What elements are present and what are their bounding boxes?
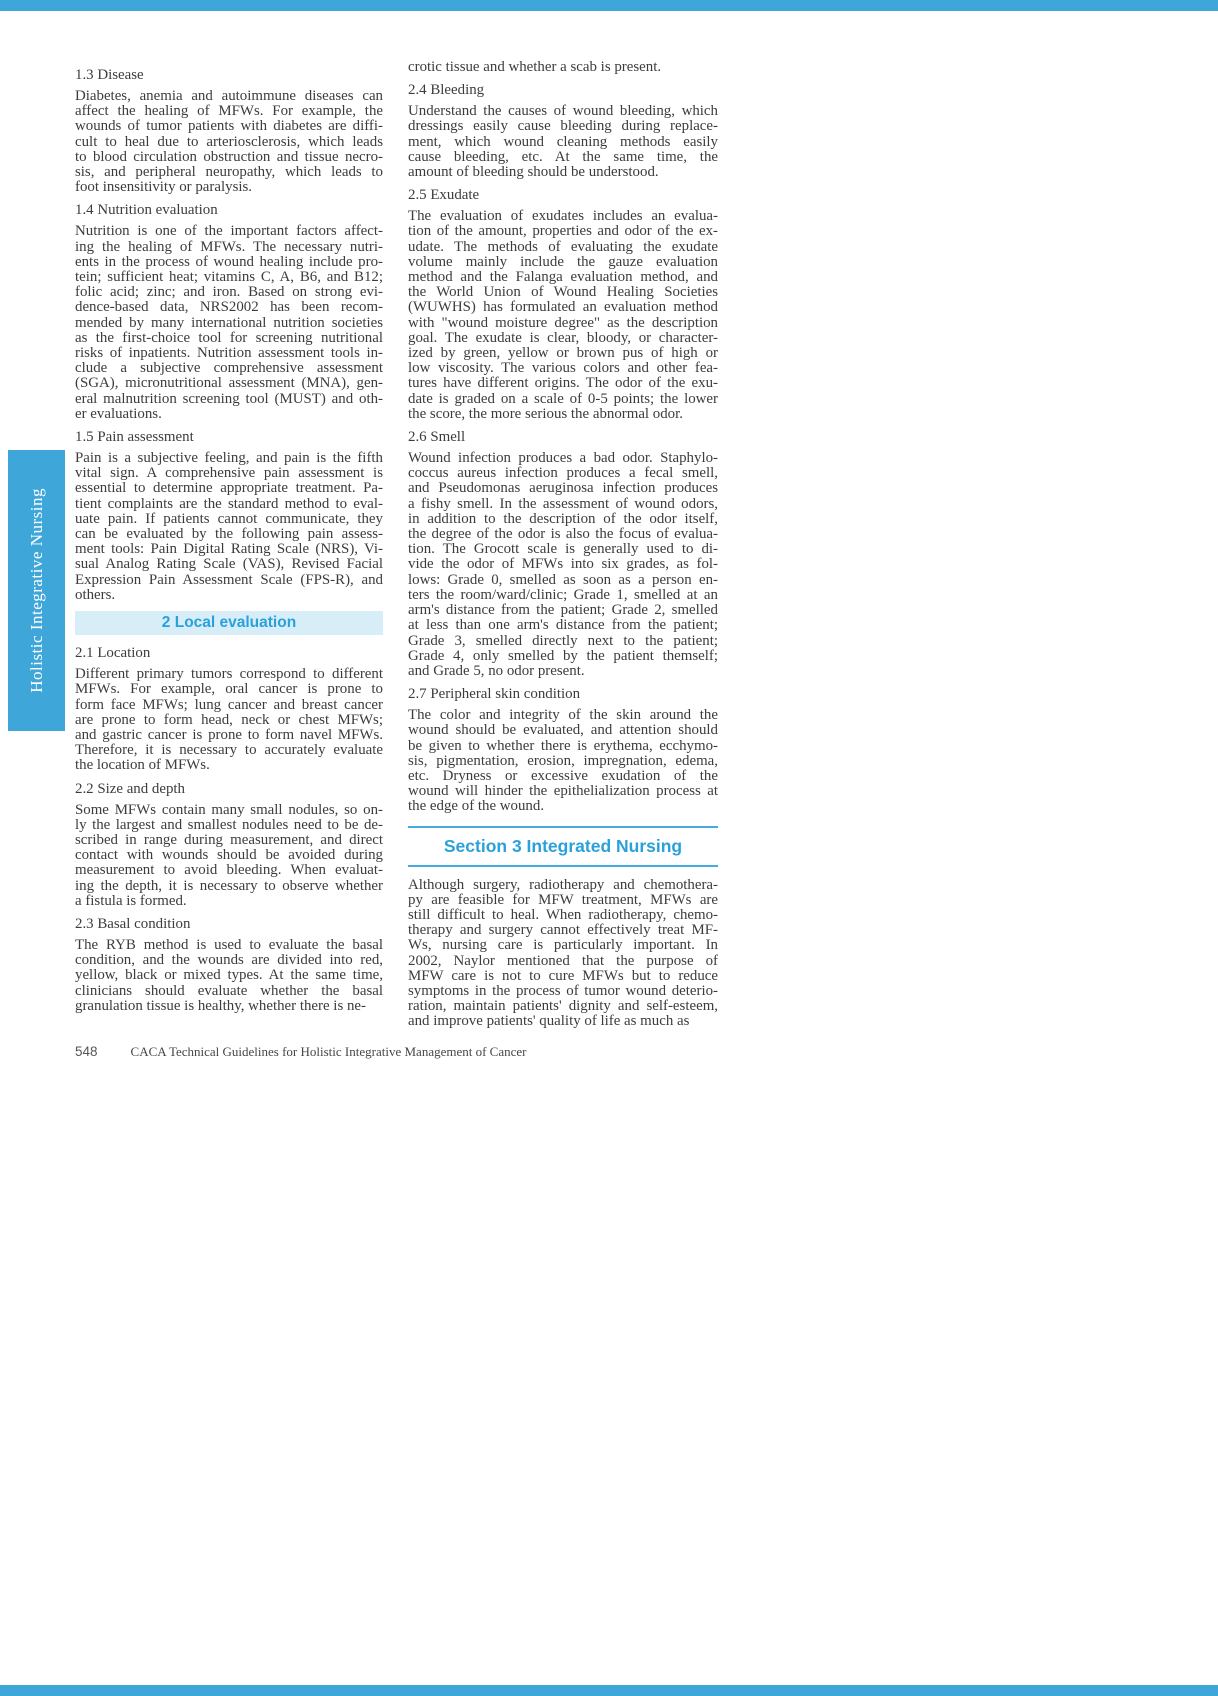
right-text-column [408, 60, 718, 1030]
text-line: can be evaluated by the following pain assess- [75, 526, 383, 543]
chapter-sidebar-tab [8, 450, 65, 731]
text-line: and gastric cancer is prone to form navel MFWs. [75, 726, 383, 743]
footer-book-title: CACA Technical Guidelines for Holistic Integrative Management of Cancer [130, 1044, 527, 1059]
text-line: Pain is a subjective feeling, and pain is the fifth [75, 450, 383, 467]
text-line: sis, pigmentation, erosion, impregnation, edema, [408, 752, 718, 769]
text-line: Different primary tumors correspond to different [75, 666, 383, 683]
text-line: tion of the amount, properties and odor of the ex- [408, 223, 718, 240]
paragraph [408, 209, 718, 422]
text-line: essential to determine appropriate treatment. Pa- [75, 480, 383, 497]
sidebar-chapter-label: Holistic Integrative Nursing [26, 488, 46, 693]
text-line: date is graded on a scale of 0-5 points; the lower [408, 390, 718, 407]
text-line: risks of inpatients. Nutrition assessment tools in- [75, 345, 383, 362]
text-line: foot insensitivity or paralysis. [75, 179, 253, 196]
text-line: sual Analog Rating Scale (VAS), Revised Facial [75, 556, 383, 573]
text-line: method and the Falanga evaluation method, and [408, 269, 718, 286]
text-line: cause bleeding, etc. At the same time, the [408, 148, 718, 165]
text-line: as the first-choice tool for screening nutritional [75, 329, 383, 346]
text-line: in addition to the description of the odor itself, [408, 510, 718, 527]
text-line: Diabetes, anemia and autoimmune diseases can [75, 88, 383, 104]
text-line: contact with wounds should be avoided during [75, 847, 383, 864]
text-line: py are feasible for MFW treatment, MFWs are [408, 891, 718, 908]
text-line: and improve patients' quality of life as much as [408, 1013, 690, 1030]
text-line: 2002, Naylor mentioned that the purpose of [408, 952, 718, 969]
major-section-heading: Section 3 Integrated Nursing [408, 826, 718, 867]
text-line: ment, which wound cleaning methods easily [408, 133, 718, 150]
text-line: ized by green, yellow or brown pus of high or [408, 345, 718, 362]
text-line: with "wound moisture degree" as the description [408, 314, 718, 331]
text-line: be given to whether there is erythema, ecchymo- [408, 737, 718, 754]
text-line: udate. The methods of evaluating the exudate [408, 238, 718, 255]
text-line: the location of MFWs. [75, 757, 210, 774]
subsection-heading: 2.6 Smell [408, 429, 466, 446]
text-line: volume mainly include the gauze evaluation [408, 253, 718, 270]
text-line: coccus aureus infection produces a fecal smell, [408, 465, 718, 482]
subsection-heading: 1.3 Disease [75, 67, 144, 83]
text-line: ment tools: Pain Digital Rating Scale (NRS), Vi- [75, 541, 383, 558]
text-line: Therefore, it is necessary to accurately evaluate [75, 742, 383, 759]
text-line: and Grade 5, no odor present. [408, 662, 585, 679]
text-line: low viscosity. The various colors and other fea- [408, 360, 718, 377]
text-line: crotic tissue and whether a scab is present. [408, 59, 662, 75]
text-line: tient complaints are the standard method to eval- [75, 495, 383, 512]
text-line: ters the room/ward/clinic; Grade 1, smelled at an [408, 586, 718, 603]
page-footer [75, 1044, 775, 1060]
text-line: Expression Pain Assessment Scale (FPS-R), and [75, 571, 383, 588]
text-line: tion. The Grocott scale is generally used to di- [408, 541, 718, 558]
paragraph [408, 708, 718, 814]
text-line: MFWs. For example, oral cancer is prone to [75, 681, 383, 698]
text-line: The RYB method is used to evaluate the basal [75, 936, 383, 953]
paragraph [75, 938, 383, 1014]
subsection-heading: 2.1 Location [75, 645, 151, 662]
subsection-heading: 1.4 Nutrition evaluation [75, 202, 218, 219]
subsection-heading: 2.4 Bleeding [408, 82, 485, 99]
subsection-heading: 1.5 Pain assessment [75, 429, 194, 446]
text-line: are prone to form head, neck or chest MFWs; [75, 711, 383, 728]
text-line: tures have different origins. The odor of the exu- [408, 375, 718, 392]
text-line: sis, and peripheral neuropathy, which leads to [75, 164, 383, 181]
text-line: the edge of the wound. [408, 798, 545, 815]
subsection-heading: 2.7 Peripheral skin condition [408, 686, 581, 703]
text-line: therapy and surgery cannot effectively treat MF- [408, 922, 718, 939]
text-line: wound should be evaluated, and attention should [408, 722, 718, 739]
text-line: Ws, nursing care is particularly important. In [408, 937, 718, 954]
text-line: to blood circulation obstruction and tissue necro- [75, 148, 383, 165]
text-line: The evaluation of exudates includes an evalua- [408, 208, 718, 225]
text-line: Grade 4, only smelled by the patient themself; [408, 647, 718, 664]
text-line: yellow, black or mixed types. At the same time, [75, 967, 383, 984]
text-line: Nutrition is one of the important factors affect- [75, 223, 383, 240]
paragraph [75, 667, 383, 773]
text-line: a fishy smell. In the assessment of wound odors, [408, 495, 718, 512]
text-line: scribed in range during measurement, and direct [75, 831, 383, 848]
top-border-bar [0, 0, 1218, 11]
text-line: symptoms in the process of tumor wound deterio- [408, 982, 718, 999]
paragraph [75, 89, 383, 195]
text-line: dence-based data, NRS2002 has been recom- [75, 299, 383, 316]
text-line: wounds of tumor patients with diabetes are diffi- [75, 118, 383, 135]
text-line: ly the largest and smallest nodules need to be de- [75, 816, 383, 833]
text-line: mended by many international nutrition societies [75, 314, 383, 331]
text-line: eral malnutrition screening tool (MUST) and oth- [75, 390, 383, 407]
text-line: dressings easily cause bleeding during replace- [408, 118, 718, 135]
paragraph [75, 803, 383, 909]
text-line: Some MFWs contain many small nodules, so on- [75, 801, 383, 818]
text-line: condition, and the wounds are divided into red, [75, 952, 383, 969]
text-line: amount of bleeding should be understood. [408, 164, 659, 181]
text-line: Grade 3, smelled directly next to the patient; [408, 632, 718, 649]
text-line: vide the odor of MFWs into six grades, as fol- [408, 556, 718, 573]
text-line: others. [75, 586, 116, 603]
paragraph [408, 878, 718, 1030]
text-line: granulation tissue is healthy, whether there is ne- [75, 997, 366, 1014]
left-text-column [75, 60, 383, 1014]
text-line: and Pseudomonas aeruginosa infection produces [408, 480, 718, 497]
text-line: (WUWHS) has formulated an evaluation method [408, 299, 718, 316]
text-line: Although surgery, radiotherapy and chemothera- [408, 876, 718, 893]
text-line: lows: Grade 0, smelled as soon as a person en- [408, 571, 718, 588]
text-line: cult to heal due to arteriosclerosis, which leads [75, 133, 383, 150]
bottom-border-bar [0, 1685, 1218, 1696]
text-line: Understand the causes of wound bleeding, which [408, 103, 718, 120]
paragraph [408, 451, 718, 679]
text-line: MFW care is not to cure MFWs but to reduce [408, 967, 718, 984]
subsection-heading: 2.2 Size and depth [75, 780, 186, 797]
text-line: measurement to avoid bleeding. When evaluat- [75, 862, 383, 879]
text-line: The color and integrity of the skin around the [408, 707, 718, 724]
paragraph [75, 224, 383, 422]
section-band-heading: 2 Local evaluation [75, 611, 383, 635]
page-number: 548 [75, 1044, 98, 1059]
text-line: er evaluations. [75, 405, 162, 422]
text-line: (SGA), micronutritional assessment (MNA), gen- [75, 375, 383, 392]
text-line: ration, maintain patients' dignity and self-esteem, [408, 998, 718, 1015]
text-line: Wound infection produces a bad odor. Staphylo- [408, 450, 718, 467]
text-line: the degree of the odor is also the focus of evalua- [408, 526, 718, 543]
text-line: form face MFWs; lung cancer and breast cancer [75, 696, 383, 713]
text-line: uate pain. If patients cannot communicate, they [75, 510, 383, 527]
text-line: at less than one arm's distance from the patient; [408, 617, 718, 634]
paragraph [408, 60, 718, 75]
text-line: the score, the more serious the abnormal odor. [408, 405, 683, 422]
subsection-heading: 2.3 Basal condition [75, 915, 191, 932]
text-line: ing the depth, it is necessary to observe whether [75, 877, 383, 894]
text-line: tein; sufficient heat; vitamins C, A, B6, and B12; [75, 269, 383, 286]
text-line: clinicians should evaluate whether the basal [75, 982, 383, 999]
text-line: vital sign. A comprehensive pain assessment is [75, 465, 383, 482]
text-line: etc. Dryness or excessive exudation of the [408, 767, 718, 784]
text-line: clude a subjective comprehensive assessment [75, 360, 383, 377]
text-line: wound will hinder the epithelialization process at [408, 783, 718, 800]
text-line: arm's distance from the patient; Grade 2, smelled [408, 602, 718, 619]
text-line: goal. The exudate is clear, bloody, or character- [408, 329, 718, 346]
text-line: still difficult to heal. When radiotherapy, chemo- [408, 906, 718, 923]
text-line: folic acid; zinc; and iron. Based on strong evi- [75, 284, 383, 301]
paragraph [408, 104, 718, 180]
paragraph [75, 451, 383, 603]
text-line: ents in the process of wound healing include pro- [75, 253, 383, 270]
text-line: the World Union of Wound Healing Societies [408, 284, 718, 301]
subsection-heading: 2.5 Exudate [408, 187, 480, 204]
text-line: affect the healing of MFWs. For example, the [75, 103, 383, 120]
text-line: a fistula is formed. [75, 892, 187, 909]
text-line: ing the healing of MFWs. The necessary nutri- [75, 238, 383, 255]
